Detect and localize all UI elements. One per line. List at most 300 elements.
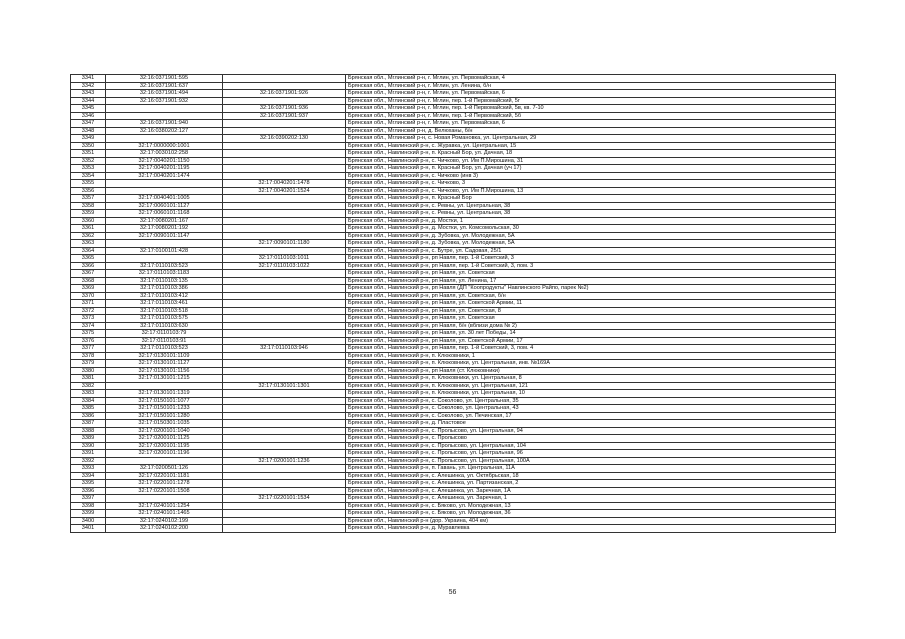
table-row: [71, 202, 836, 210]
table-row: [71, 300, 836, 308]
linked-cadastral-number-cell: [223, 225, 346, 233]
table-row: [71, 367, 836, 375]
table-row: [71, 390, 836, 398]
row-number-cell: 3355: [71, 180, 106, 188]
row-number-cell: 3397: [71, 495, 106, 503]
row-number-cell: 3392: [71, 457, 106, 465]
cadastral-number-cell: 32:17:0110103:630: [106, 322, 223, 330]
row-number-cell: 3379: [71, 360, 106, 368]
table-row: [71, 172, 836, 180]
linked-cadastral-number-cell: [223, 337, 346, 345]
row-number-cell: 3398: [71, 502, 106, 510]
cadastral-number-cell: [106, 457, 223, 465]
linked-cadastral-number-cell: [223, 195, 346, 203]
address-cell: Брянская обл., Навлинский р-н, с. Бяково, ул. Молодежная, 13: [346, 502, 836, 510]
cadastral-number-cell: [106, 105, 223, 113]
cadastral-number-cell: 32:17:0110103:1183: [106, 270, 223, 278]
linked-cadastral-number-cell: [223, 472, 346, 480]
address-cell: Брянская обл., Навлинский р-н, д. Зубовка, ул. Молодежная, 5А: [346, 232, 836, 240]
address-cell: Брянская обл., Навлинский р-н, п. Клюковники, ул. Центральная, 10: [346, 390, 836, 398]
row-number-cell: 3387: [71, 420, 106, 428]
address-cell: Брянская обл., Навлинский р-н, рп Навля, б/н (вблизи дома № 2): [346, 322, 836, 330]
registry-table: [70, 74, 836, 533]
address-cell: Брянская обл., Навлинский р-н (дор. Украина, 404 км): [346, 517, 836, 525]
linked-cadastral-number-cell: [223, 165, 346, 173]
cadastral-number-cell: [106, 240, 223, 248]
linked-cadastral-number-cell: [223, 397, 346, 405]
cadastral-number-cell: 32:17:0110103:523: [106, 262, 223, 270]
linked-cadastral-number-cell: [223, 315, 346, 323]
table-row: [71, 375, 836, 383]
table-row: [71, 487, 836, 495]
table-row: [71, 420, 836, 428]
table-row: [71, 247, 836, 255]
row-number-cell: 3370: [71, 292, 106, 300]
address-cell: Брянская обл., Навлинский р-н, с. Алешинка, ул. Заречная, 1А: [346, 487, 836, 495]
row-number-cell: 3357: [71, 195, 106, 203]
row-number-cell: 3363: [71, 240, 106, 248]
table-row: [71, 157, 836, 165]
address-cell: Брянская обл., Навлинский р-н, с. Журавка, ул. Центральная, 15: [346, 142, 836, 150]
cadastral-number-cell: 32:17:0200101:1040: [106, 427, 223, 435]
row-number-cell: 3361: [71, 225, 106, 233]
table-row: [71, 127, 836, 135]
table-row: [71, 292, 836, 300]
address-cell: Брянская обл., Навлинский р-н, с. Пролысово, ул. Центральная, 96: [346, 450, 836, 458]
linked-cadastral-number-cell: [223, 435, 346, 443]
linked-cadastral-number-cell: [223, 330, 346, 338]
linked-cadastral-number-cell: [223, 307, 346, 315]
table-row: [71, 405, 836, 413]
address-cell: Брянская обл., Навлинский р-н, рп Навля (ст. Клюковники): [346, 367, 836, 375]
cadastral-number-cell: [106, 112, 223, 120]
cadastral-number-cell: 32:17:0240101:1465: [106, 510, 223, 518]
cadastral-number-cell: 32:17:0240102:199: [106, 517, 223, 525]
row-number-cell: 3382: [71, 382, 106, 390]
linked-cadastral-number-cell: [223, 480, 346, 488]
address-cell: Брянская обл., Навлинский р-н, с. Ревны, ул. Центральная, 38: [346, 202, 836, 210]
linked-cadastral-number-cell: [223, 277, 346, 285]
cadastral-number-cell: 32:17:0150301:1035: [106, 420, 223, 428]
row-number-cell: 3360: [71, 217, 106, 225]
address-cell: Брянская обл., Навлинский р-н, п. Клюковники, ул. Центральная, 121: [346, 382, 836, 390]
linked-cadastral-number-cell: [223, 525, 346, 533]
table-row: [71, 150, 836, 158]
table-row: [71, 480, 836, 488]
row-number-cell: 3369: [71, 285, 106, 293]
address-cell: Брянская обл., Навлинский р-н, с. Соколово, ул. Печинская, 17: [346, 412, 836, 420]
table-row: [71, 322, 836, 330]
cadastral-number-cell: 32:17:0200101:1125: [106, 435, 223, 443]
linked-cadastral-number-cell: [223, 172, 346, 180]
cadastral-number-cell: 32:17:0080201:167: [106, 217, 223, 225]
linked-cadastral-number-cell: [223, 450, 346, 458]
address-cell: Брянская обл., Мглинский р-н, г. Мглин, пер. 1-й Первомайский, 5б: [346, 112, 836, 120]
registry-table-body: [71, 75, 836, 533]
row-number-cell: 3384: [71, 397, 106, 405]
address-cell: Брянская обл., Мглинский р-н, г. Мглин, ул. Первомайская, 4: [346, 75, 836, 83]
table-row: [71, 75, 836, 83]
row-number-cell: 3388: [71, 427, 106, 435]
cadastral-number-cell: 32:17:0150101:1077: [106, 397, 223, 405]
linked-cadastral-number-cell: [223, 150, 346, 158]
table-row: [71, 105, 836, 113]
table-row: [71, 187, 836, 195]
row-number-cell: 3401: [71, 525, 106, 533]
linked-cadastral-number-cell: [223, 352, 346, 360]
cadastral-number-cell: 32:17:0220101:1181: [106, 472, 223, 480]
row-number-cell: 3372: [71, 307, 106, 315]
address-cell: Брянская обл., Мглинский р-н, г. Мглин, пер. 1-й Первомайский, 5г: [346, 97, 836, 105]
address-cell: Брянская обл., Навлинский р-н, п. Красный Бор, ул. Дачная, 18: [346, 150, 836, 158]
cadastral-number-cell: 32:17:0110103:518: [106, 307, 223, 315]
row-number-cell: 3364: [71, 247, 106, 255]
row-number-cell: 3375: [71, 330, 106, 338]
address-cell: Брянская обл., Навлинский р-н, с. Чичково, 3: [346, 180, 836, 188]
table-row: [71, 450, 836, 458]
table-row: [71, 165, 836, 173]
row-number-cell: 3368: [71, 277, 106, 285]
row-number-cell: 3347: [71, 120, 106, 128]
address-cell: Брянская обл., Навлинский р-н, с. Чичково, ул. Им П.Мирошина, 13: [346, 187, 836, 195]
row-number-cell: 3359: [71, 210, 106, 218]
linked-cadastral-number-cell: [223, 300, 346, 308]
table-row: [71, 307, 836, 315]
row-number-cell: 3356: [71, 187, 106, 195]
linked-cadastral-number-cell: 32:17:0200101:1236: [223, 457, 346, 465]
row-number-cell: 3348: [71, 127, 106, 135]
linked-cadastral-number-cell: [223, 97, 346, 105]
cadastral-number-cell: 32:17:0040201:1150: [106, 157, 223, 165]
address-cell: Брянская обл., Навлинский р-н, с. Бяково, ул. Молодежная, 36: [346, 510, 836, 518]
cadastral-number-cell: 32:17:0040201:1474: [106, 172, 223, 180]
cadastral-number-cell: 32:17:0110103:412: [106, 292, 223, 300]
cadastral-number-cell: 32:17:0130101:1127: [106, 360, 223, 368]
address-cell: Брянская обл., Навлинский р-н, с. Чичково (инв 3): [346, 172, 836, 180]
row-number-cell: 3344: [71, 97, 106, 105]
table-row: [71, 517, 836, 525]
linked-cadastral-number-cell: [223, 487, 346, 495]
address-cell: Брянская обл., Навлинский р-н, с. Алешинка, ул. Заречная, 1: [346, 495, 836, 503]
address-cell: Брянская обл., Навлинский р-н, с. Пролысово, ул. Центральная, 104: [346, 442, 836, 450]
linked-cadastral-number-cell: 32:17:0110103:1011: [223, 255, 346, 263]
address-cell: Брянская обл., Навлинский р-н, с. Пролысово: [346, 435, 836, 443]
cadastral-number-cell: 32:17:0240101:1254: [106, 502, 223, 510]
row-number-cell: 3383: [71, 390, 106, 398]
row-number-cell: 3380: [71, 367, 106, 375]
table-row: [71, 217, 836, 225]
table-row: [71, 135, 836, 143]
cadastral-number-cell: 32:17:0130101:1156: [106, 367, 223, 375]
address-cell: Брянская обл., Навлинский р-н, д. Мостки, 1: [346, 217, 836, 225]
cadastral-number-cell: 32:17:0200501:126: [106, 465, 223, 473]
linked-cadastral-number-cell: 32:17:0130101:1301: [223, 382, 346, 390]
address-cell: Брянская обл., Навлинский р-н, рп Навля, ул. Советской Армии, 11: [346, 300, 836, 308]
linked-cadastral-number-cell: [223, 502, 346, 510]
row-number-cell: 3400: [71, 517, 106, 525]
linked-cadastral-number-cell: [223, 517, 346, 525]
address-cell: Брянская обл., Навлинский р-н, рп Навля, ул. Советская: [346, 270, 836, 278]
row-number-cell: 3381: [71, 375, 106, 383]
cadastral-number-cell: [106, 255, 223, 263]
cadastral-number-cell: 32:17:0110103:461: [106, 300, 223, 308]
address-cell: Брянская обл., Навлинский р-н, с. Чичково, ул. Им П.Мирошина, 31: [346, 157, 836, 165]
table-row: [71, 465, 836, 473]
row-number-cell: 3376: [71, 337, 106, 345]
row-number-cell: 3378: [71, 352, 106, 360]
cadastral-number-cell: 32:17:0110103:135: [106, 277, 223, 285]
page-number: 56: [448, 589, 457, 596]
address-cell: Брянская обл., Навлинский р-н, рп Навля, пер. 1-й Советский, 3, пом. 4: [346, 345, 836, 353]
linked-cadastral-number-cell: [223, 510, 346, 518]
table-row: [71, 90, 836, 98]
table-row: [71, 397, 836, 405]
address-cell: Брянская обл., Навлинский р-н, с. Алешинка, ул. Октябрьская, 18: [346, 472, 836, 480]
cadastral-number-cell: 32:16:0371901:595: [106, 75, 223, 83]
table-row: [71, 270, 836, 278]
cadastral-number-cell: [106, 187, 223, 195]
row-number-cell: 3353: [71, 165, 106, 173]
linked-cadastral-number-cell: [223, 217, 346, 225]
address-cell: Брянская обл., Мглинский р-н, г. Мглин, ул. Первомайская, 6: [346, 120, 836, 128]
cadastral-number-cell: 32:17:0080201:192: [106, 225, 223, 233]
cadastral-number-cell: 32:17:0090101:1147: [106, 232, 223, 240]
linked-cadastral-number-cell: 32:16:0371901:926: [223, 90, 346, 98]
address-cell: Брянская обл., Навлинский р-н, рп Навля, пер. 1-й Советский, 3, пом. 3: [346, 262, 836, 270]
linked-cadastral-number-cell: [223, 442, 346, 450]
cadastral-number-cell: [106, 495, 223, 503]
table-row: [71, 352, 836, 360]
row-number-cell: 3346: [71, 112, 106, 120]
cadastral-number-cell: 32:17:0130101:1215: [106, 375, 223, 383]
table-row: [71, 412, 836, 420]
address-cell: Брянская обл., Навлинский р-н, п. Клюковники, ул. Центральная, 8: [346, 375, 836, 383]
cadastral-number-cell: 32:16:0380202:127: [106, 127, 223, 135]
cadastral-number-cell: [106, 135, 223, 143]
cadastral-number-cell: 32:17:0100101:428: [106, 247, 223, 255]
linked-cadastral-number-cell: 32:17:0040201:1524: [223, 187, 346, 195]
table-row: [71, 225, 836, 233]
address-cell: Брянская обл., Навлинский р-н, рп Навля, ул. 30 лет Победы, 14: [346, 330, 836, 338]
cadastral-number-cell: 32:16:0371901:494: [106, 90, 223, 98]
row-number-cell: 3352: [71, 157, 106, 165]
address-cell: Брянская обл., Навлинский р-н, п. Клюковники, 1: [346, 352, 836, 360]
linked-cadastral-number-cell: [223, 142, 346, 150]
linked-cadastral-number-cell: [223, 420, 346, 428]
cadastral-number-cell: 32:17:0130101:1319: [106, 390, 223, 398]
table-row: [71, 285, 836, 293]
table-row: [71, 442, 836, 450]
cadastral-number-cell: 32:17:0130101:1109: [106, 352, 223, 360]
cadastral-number-cell: 32:16:0371901:637: [106, 82, 223, 90]
address-cell: Брянская обл., Навлинский р-н, рп Навля, ул. Советская, 8: [346, 307, 836, 315]
cadastral-number-cell: 32:17:0110103:523: [106, 345, 223, 353]
row-number-cell: 3390: [71, 442, 106, 450]
cadastral-number-cell: 32:17:0110103:575: [106, 315, 223, 323]
address-cell: Брянская обл., Навлинский р-н, с. Пролысово, ул. Центральная, 94: [346, 427, 836, 435]
address-cell: Брянская обл., Навлинский р-н, с. Ревны, ул. Центральная, 38: [346, 210, 836, 218]
linked-cadastral-number-cell: [223, 202, 346, 210]
row-number-cell: 3396: [71, 487, 106, 495]
linked-cadastral-number-cell: [223, 367, 346, 375]
linked-cadastral-number-cell: [223, 292, 346, 300]
address-cell: Брянская обл., Навлинский р-н, рп Навля, ул. Советская, б/н: [346, 292, 836, 300]
address-cell: Брянская обл., Навлинский р-н, с. Пролысово, ул. Центральная, 100А: [346, 457, 836, 465]
address-cell: Брянская обл., Навлинский р-н, с. Соколово, ул. Центральная, 43: [346, 405, 836, 413]
linked-cadastral-number-cell: 32:16:0390202:130: [223, 135, 346, 143]
address-cell: Брянская обл., Навлинский р-н, рп Навля, ул. Ленина, 17: [346, 277, 836, 285]
table-row: [71, 210, 836, 218]
linked-cadastral-number-cell: 32:17:0090101:1180: [223, 240, 346, 248]
row-number-cell: 3354: [71, 172, 106, 180]
linked-cadastral-number-cell: 32:17:0040201:1478: [223, 180, 346, 188]
table-row: [71, 502, 836, 510]
address-cell: Брянская обл., Навлинский р-н, с. Соколово, ул. Центральная, 35: [346, 397, 836, 405]
cadastral-number-cell: 32:17:0030102:258: [106, 150, 223, 158]
cadastral-number-cell: 32:17:0110103:386: [106, 285, 223, 293]
row-number-cell: 3394: [71, 472, 106, 480]
row-number-cell: 3343: [71, 90, 106, 98]
linked-cadastral-number-cell: 32:17:0220101:1534: [223, 495, 346, 503]
table-row: [71, 315, 836, 323]
cadastral-number-cell: 32:17:0240102:200: [106, 525, 223, 533]
cadastral-number-cell: 32:17:0200101:1196: [106, 450, 223, 458]
linked-cadastral-number-cell: 32:17:0110103:1022: [223, 262, 346, 270]
row-number-cell: 3395: [71, 480, 106, 488]
linked-cadastral-number-cell: [223, 127, 346, 135]
cadastral-number-cell: 32:17:0150101:1233: [106, 405, 223, 413]
table-row: [71, 232, 836, 240]
linked-cadastral-number-cell: 32:16:0371901:937: [223, 112, 346, 120]
address-cell: Брянская обл., Навлинский р-н, рп Навля, ул. Советская: [346, 315, 836, 323]
address-cell: Брянская обл., Навлинский р-н, с. Бутре, ул. Садовая, 25/1: [346, 247, 836, 255]
row-number-cell: 3399: [71, 510, 106, 518]
address-cell: Брянская обл., Навлинский р-н, п. Красный Бор: [346, 195, 836, 203]
linked-cadastral-number-cell: [223, 232, 346, 240]
cadastral-number-cell: [106, 180, 223, 188]
address-cell: Брянская обл., Навлинский р-н, рп Навля (ДП "Коопродукты" Навлинского Райпо, парек №2): [346, 285, 836, 293]
cadastral-number-cell: 32:17:0000000:1001: [106, 142, 223, 150]
address-cell: Брянская обл., Навлинский р-н, д. Муравлевка: [346, 525, 836, 533]
table-row: [71, 195, 836, 203]
linked-cadastral-number-cell: 32:16:0371901:936: [223, 105, 346, 113]
linked-cadastral-number-cell: [223, 75, 346, 83]
address-cell: Брянская обл., Навлинский р-н, д. Пластовое: [346, 420, 836, 428]
address-cell: Брянская обл., Мглинский р-н, г. Мглин, ул. Ленина, б/н: [346, 82, 836, 90]
linked-cadastral-number-cell: [223, 322, 346, 330]
table-row: [71, 360, 836, 368]
cadastral-number-cell: 32:16:0371901:932: [106, 97, 223, 105]
row-number-cell: 3371: [71, 300, 106, 308]
table-row: [71, 142, 836, 150]
linked-cadastral-number-cell: [223, 412, 346, 420]
address-cell: Брянская обл., Навлинский р-н, п. Клюковники, ул. Центральная, инв. №169А: [346, 360, 836, 368]
cadastral-number-cell: 32:17:0040401:1005: [106, 195, 223, 203]
row-number-cell: 3391: [71, 450, 106, 458]
table-row: [71, 180, 836, 188]
cadastral-number-cell: 32:17:0040201:1195: [106, 165, 223, 173]
address-cell: Брянская обл., Навлинский р-н, рп Навля, пер. 1-й Советский, 3: [346, 255, 836, 263]
row-number-cell: 3349: [71, 135, 106, 143]
linked-cadastral-number-cell: [223, 247, 346, 255]
cadastral-number-cell: 32:17:0060101:1168: [106, 210, 223, 218]
linked-cadastral-number-cell: 32:17:0110103:946: [223, 345, 346, 353]
address-cell: Брянская обл., Навлинский р-н, д. Мостки, ул. Комсомольская, 30: [346, 225, 836, 233]
row-number-cell: 3386: [71, 412, 106, 420]
table-row: [71, 112, 836, 120]
cadastral-number-cell: 32:17:0110103:91: [106, 337, 223, 345]
table-row: [71, 510, 836, 518]
cadastral-number-cell: 32:17:0200101:1195: [106, 442, 223, 450]
cadastral-number-cell: 32:17:0220101:1278: [106, 480, 223, 488]
table-row: [71, 457, 836, 465]
linked-cadastral-number-cell: [223, 390, 346, 398]
row-number-cell: 3374: [71, 322, 106, 330]
row-number-cell: 3389: [71, 435, 106, 443]
address-cell: Брянская обл., Навлинский р-н, д. Зубовка, ул. Молодежная, 5А: [346, 240, 836, 248]
linked-cadastral-number-cell: [223, 405, 346, 413]
row-number-cell: 3342: [71, 82, 106, 90]
linked-cadastral-number-cell: [223, 157, 346, 165]
table-row: [71, 330, 836, 338]
row-number-cell: 3377: [71, 345, 106, 353]
address-cell: Брянская обл., Навлинский р-н, с. Алешинка, ул. Партизанская, 2: [346, 480, 836, 488]
cadastral-number-cell: 32:17:0150101:1280: [106, 412, 223, 420]
row-number-cell: 3367: [71, 270, 106, 278]
table-row: [71, 255, 836, 263]
row-number-cell: 3366: [71, 262, 106, 270]
row-number-cell: 3341: [71, 75, 106, 83]
linked-cadastral-number-cell: [223, 360, 346, 368]
linked-cadastral-number-cell: [223, 427, 346, 435]
row-number-cell: 3362: [71, 232, 106, 240]
linked-cadastral-number-cell: [223, 120, 346, 128]
table-row: [71, 435, 836, 443]
table-row: [71, 337, 836, 345]
row-number-cell: 3365: [71, 255, 106, 263]
address-cell: Брянская обл., Мглинский р-н, г. Мглин, пер. 1-й Первомайский, 5в, кв. 7-10: [346, 105, 836, 113]
cadastral-number-cell: 32:17:0220101:1508: [106, 487, 223, 495]
table-row: [71, 82, 836, 90]
row-number-cell: 3373: [71, 315, 106, 323]
row-number-cell: 3350: [71, 142, 106, 150]
linked-cadastral-number-cell: [223, 270, 346, 278]
table-row: [71, 97, 836, 105]
row-number-cell: 3358: [71, 202, 106, 210]
table-row: [71, 525, 836, 533]
address-cell: Брянская обл., Навлинский р-н, рп Навля, ул. Советской Армии, 17: [346, 337, 836, 345]
table-row: [71, 345, 836, 353]
table-row: [71, 472, 836, 480]
address-cell: Брянская обл., Мглинский р-н, с. Новая Романовка, ул. Центральная, 29: [346, 135, 836, 143]
table-row: [71, 240, 836, 248]
table-row: [71, 120, 836, 128]
table-row: [71, 262, 836, 270]
cadastral-number-cell: 32:16:0371901:940: [106, 120, 223, 128]
linked-cadastral-number-cell: [223, 375, 346, 383]
row-number-cell: 3393: [71, 465, 106, 473]
address-cell: Брянская обл., Мглинский р-н, д. Велюханы, б/н: [346, 127, 836, 135]
linked-cadastral-number-cell: [223, 285, 346, 293]
linked-cadastral-number-cell: [223, 210, 346, 218]
table-row: [71, 495, 836, 503]
linked-cadastral-number-cell: [223, 465, 346, 473]
table-row: [71, 277, 836, 285]
table-row: [71, 382, 836, 390]
table-row: [71, 427, 836, 435]
cadastral-number-cell: [106, 382, 223, 390]
row-number-cell: 3385: [71, 405, 106, 413]
